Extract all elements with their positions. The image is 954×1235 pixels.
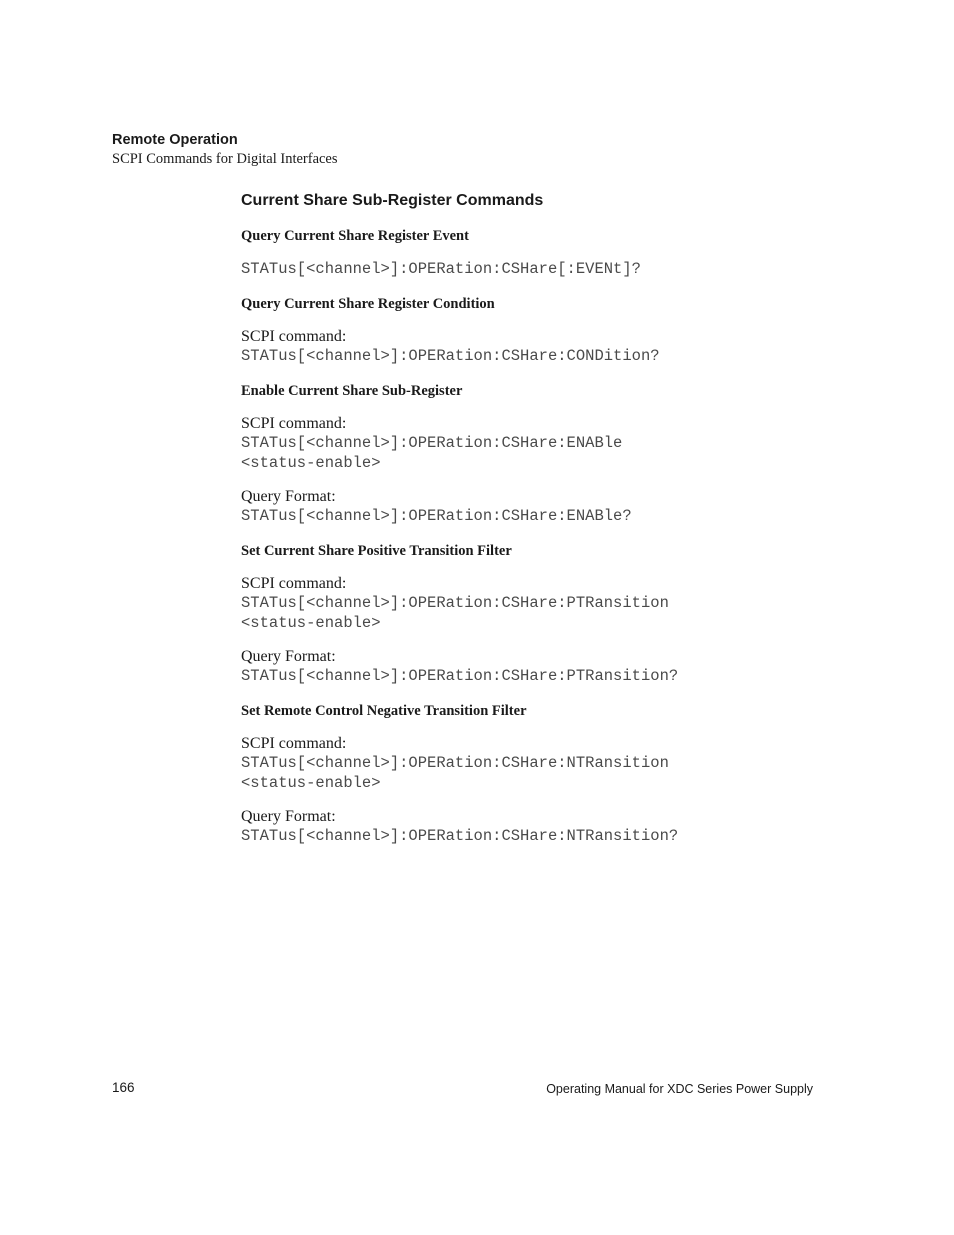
query-format-label: Query Format: <box>241 488 336 505</box>
subsection-query-condition <box>241 295 861 366</box>
scpi-command-label: SCPI command: <box>241 735 347 752</box>
scpi-command-label: SCPI command: <box>241 415 347 432</box>
subsection-query-event <box>241 227 861 279</box>
scpi-command-label: SCPI command: <box>241 328 347 345</box>
query-command: STATus[<channel>]:OPERation:CSHare:PTRansition? <box>241 667 679 685</box>
subsection-title: Set Remote Control Negative Transition Filter <box>241 703 527 719</box>
scpi-command: STATus[<channel>]:OPERation:CSHare[:EVENt]? <box>241 260 641 278</box>
main-content <box>241 190 861 862</box>
query-format-label: Query Format: <box>241 648 336 665</box>
subsection-title: Enable Current Share Sub-Register <box>241 383 463 399</box>
scpi-command-line2: <status-enable> <box>241 454 381 472</box>
subsection-title: Query Current Share Register Condition <box>241 296 495 312</box>
scpi-command-line1: STATus[<channel>]:OPERation:CSHare:ENABle <box>241 434 623 452</box>
query-block <box>241 487 861 526</box>
running-header-title: Remote Operation <box>112 132 238 148</box>
scpi-command-line2: <status-enable> <box>241 774 381 792</box>
query-format-label: Query Format: <box>241 808 336 825</box>
page-number: 166 <box>112 1080 135 1095</box>
section-title: Current Share Sub-Register Commands <box>241 192 544 209</box>
manual-title: Operating Manual for XDC Series Power Supply <box>546 1082 813 1096</box>
command-block <box>241 734 861 793</box>
running-header-subtitle: SCPI Commands for Digital Interfaces <box>112 151 338 167</box>
query-block <box>241 807 861 846</box>
command-block <box>241 327 861 366</box>
scpi-command-line1: STATus[<channel>]:OPERation:CSHare:PTRansition <box>241 594 669 612</box>
subsection-title: Query Current Share Register Event <box>241 228 469 244</box>
subsection-negative-transition <box>241 702 861 846</box>
scpi-command-label: SCPI command: <box>241 575 347 592</box>
query-command: STATus[<channel>]:OPERation:CSHare:NTRansition? <box>241 827 679 845</box>
query-block <box>241 647 861 686</box>
command-block <box>241 574 861 633</box>
query-command: STATus[<channel>]:OPERation:CSHare:ENABle? <box>241 507 632 525</box>
scpi-command-line1: STATus[<channel>]:OPERation:CSHare:NTRansition <box>241 754 669 772</box>
command-block <box>241 414 861 473</box>
subsection-title: Set Current Share Positive Transition Filter <box>241 543 512 559</box>
subsection-enable <box>241 382 861 526</box>
subsection-positive-transition <box>241 542 861 686</box>
command-block <box>241 259 861 279</box>
scpi-command: STATus[<channel>]:OPERation:CSHare:CONDition? <box>241 347 660 365</box>
scpi-command-line2: <status-enable> <box>241 614 381 632</box>
